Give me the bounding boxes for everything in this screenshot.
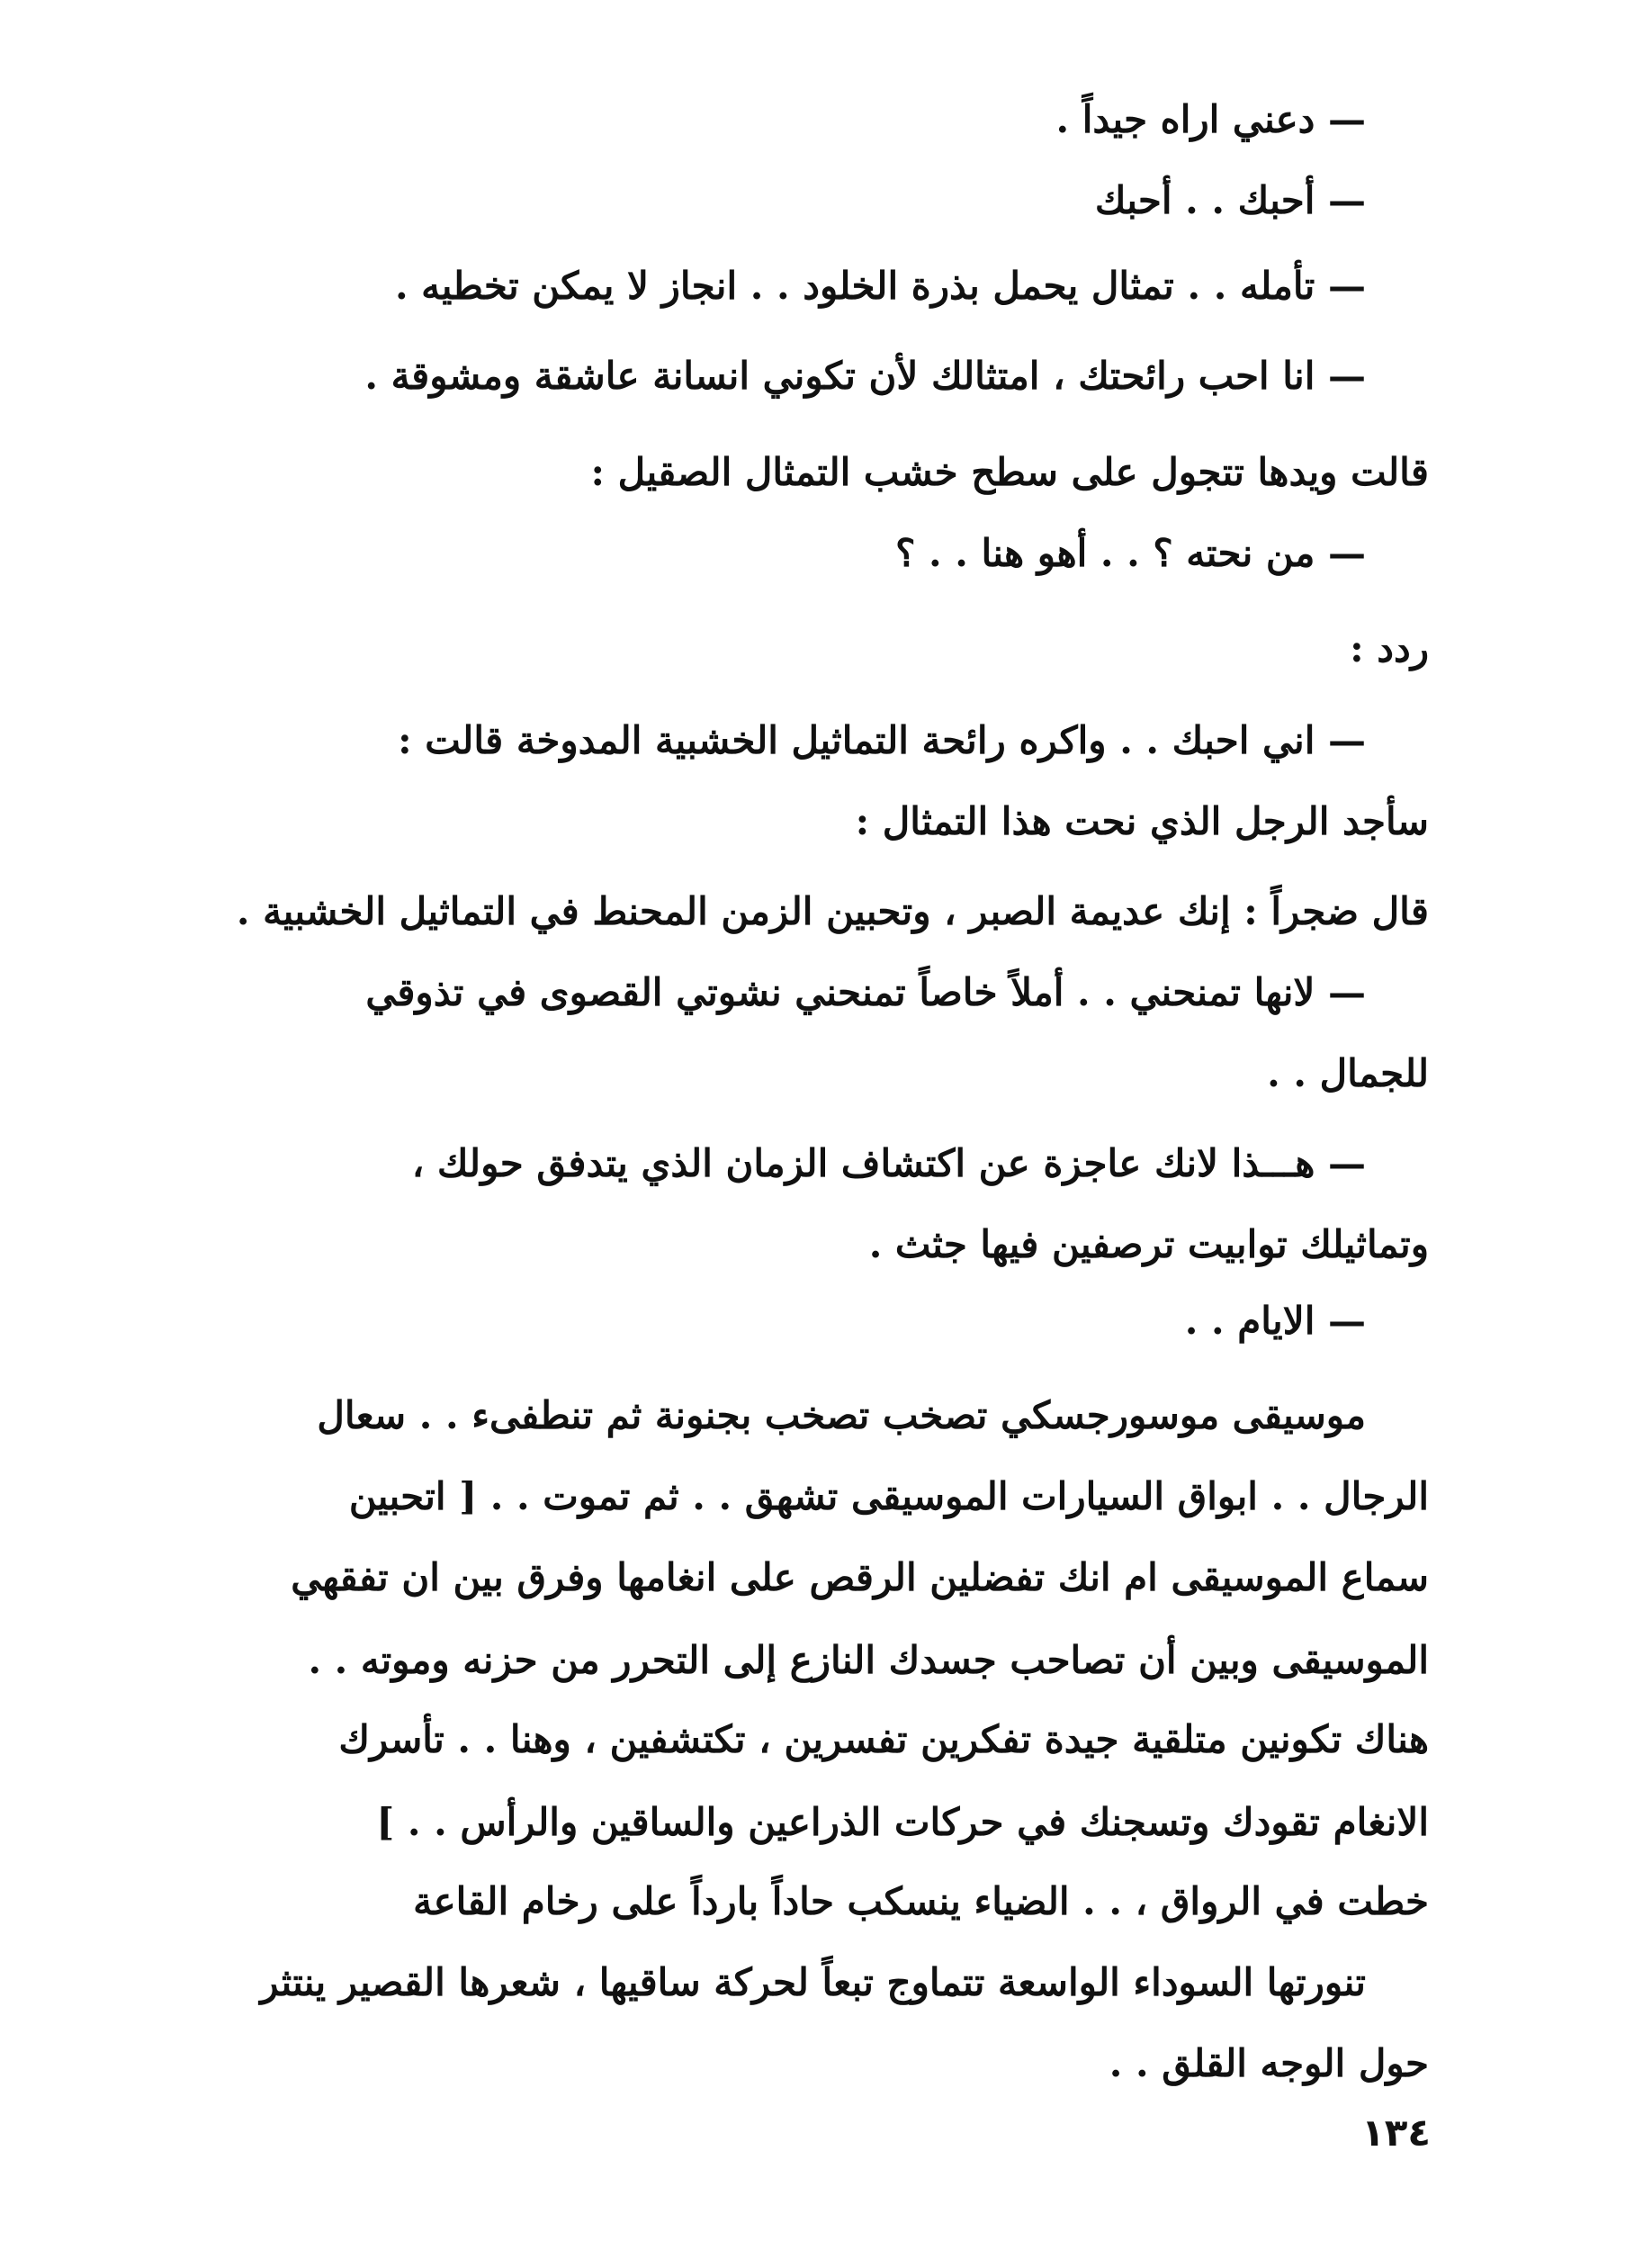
- text-line: ردد :: [1350, 626, 1429, 670]
- text-line: — لانها تمنحني . . أملاً خاصاً تمنحني نشوتي القصوى في تذوقي: [365, 970, 1366, 1014]
- text-line: — انا احب رائحتك ، امتثالك لأن تكوني انسانة عاشقة ومشوقة .: [364, 354, 1366, 398]
- text-line: سأجد الرجل الذي نحت هذا التمثال :: [855, 799, 1429, 843]
- text-line: للجمال . .: [1267, 1051, 1429, 1095]
- text-line: الموسيقى وبين أن تصاحب جسدك النازع إلى التحرر من حزنه وموته . .: [308, 1638, 1429, 1682]
- text-line: تنورتها السوداء الواسعة تتماوج تبعاً لحركة ساقيها ، شعرها القصير ينتثر: [260, 1960, 1366, 2004]
- text-line: — من نحته ؟ . . أهو هنا . . ؟: [895, 531, 1366, 575]
- text-line: الانغام تقودك وتسجنك في حركات الذراعين والساقين والرأس . . ]: [376, 1800, 1429, 1844]
- text-line: حول الوجه القلق . .: [1109, 2041, 1429, 2085]
- text-line: سماع الموسيقى ام انك تفضلين الرقص على انغامها وفرق بين ان تفقهي: [291, 1555, 1429, 1599]
- text-line: وتماثيلك توابيت ترصفين فيها جثث .: [868, 1222, 1429, 1266]
- text-line: — تأمله . . تمثال يحمل بذرة الخلود . . انجاز لا يمكن تخطيه .: [394, 264, 1366, 308]
- page-number: ١٣٤: [1361, 2110, 1431, 2155]
- text-line: — اني احبك . . واكره رائحة التماثيل الخشبية المدوخة قالت :: [398, 718, 1366, 762]
- text-line: — دعني اراه جيداً .: [1055, 97, 1366, 141]
- text-line: — أحبك . . أحبك: [1094, 178, 1366, 222]
- text-line: هناك تكونين متلقية جيدة تفكرين تفسرين ، تكتشفين ، وهنا . . تأسرك: [338, 1717, 1429, 1761]
- text-line: قال ضجراً : إنك عديمة الصبر ، وتحبين الزمن المحنط في التماثيل الخشبية .: [236, 889, 1429, 933]
- text-line: خطت في الرواق ، . . الضياء ينسكب حاداً بارداً على رخام القاعة: [413, 1879, 1429, 1923]
- text-line: — هـــذا لانك عاجزة عن اكتشاف الزمان الذي يتدفق حولك ،: [411, 1141, 1366, 1185]
- text-line: الرجال . . ابواق السيارات الموسيقى تشهق . . ثم تموت . . [ اتحبين: [348, 1474, 1429, 1518]
- text-line: — الايام . .: [1184, 1299, 1366, 1343]
- text-line: موسيقى موسورجسكي تصخب تصخب بجنونة ثم تنطفىء . . سعال: [317, 1393, 1366, 1437]
- text-line: قالت ويدها تتجول على سطح خشب التمثال الصقيل :: [590, 450, 1429, 494]
